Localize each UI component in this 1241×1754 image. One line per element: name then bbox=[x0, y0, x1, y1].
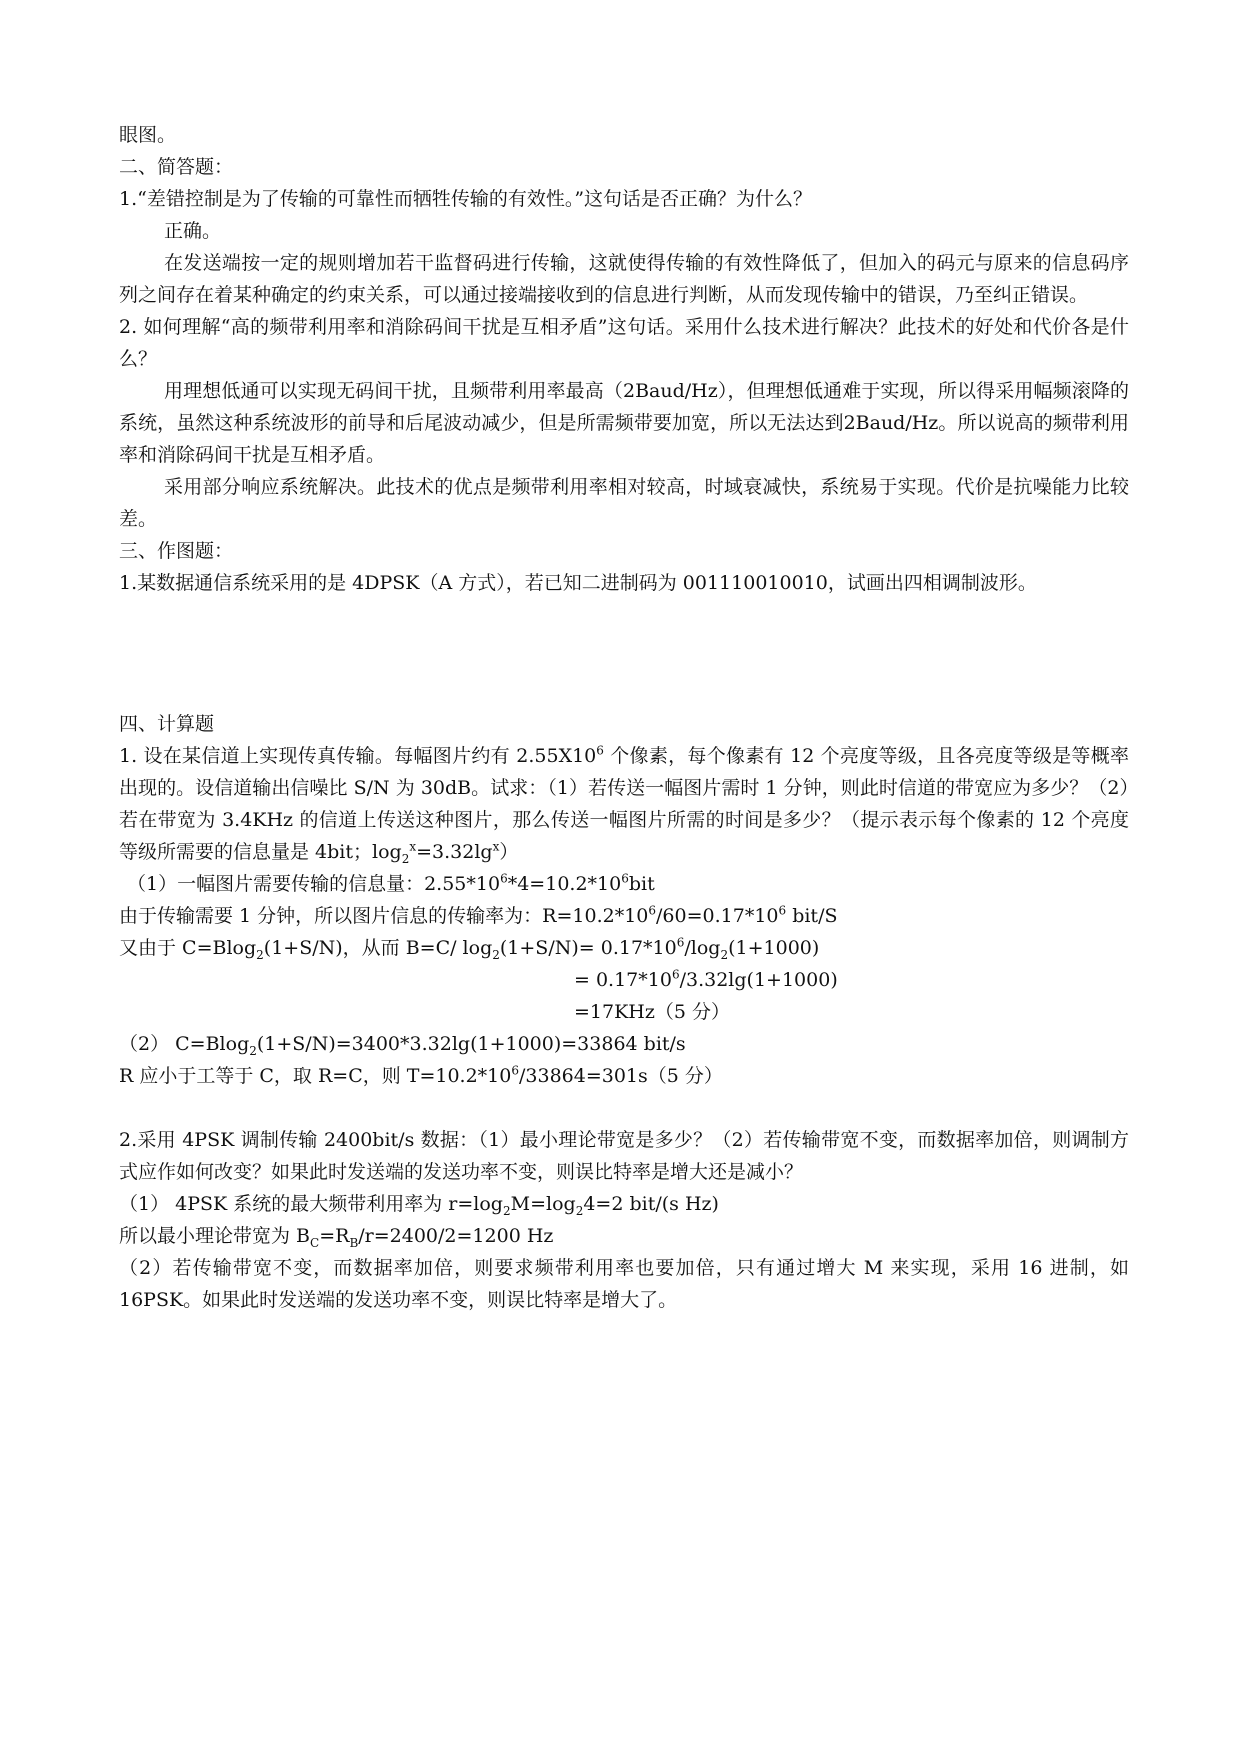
section4-heading: 四、计算题 bbox=[119, 713, 215, 735]
question-1-answer-short: 正确。 bbox=[164, 220, 222, 242]
intro-line: 眼图。 bbox=[119, 124, 177, 146]
calc-1-step-3: 又由于 C=Blog$_2$(1+S/N)，从而 B=C/ $\log_2(1+S/N)= 0.17*10^6/\log_2(1+1000)$ bbox=[119, 935, 820, 962]
drawing-space bbox=[119, 599, 1129, 708]
question-1-answer-long: 在发送端按一定的规则增加若干监督码进行传输，这就使得传输的有效性降低了，但加入的码元与原来的信息码序列之间存在着某种确定的约束关系，可以通过接端接收到的信息进行判断，从而发现传输中的错误，乃至纠正错误。 bbox=[119, 252, 1129, 306]
blank-line bbox=[119, 1092, 1129, 1124]
question-2-answer-para2: 采用部分响应系统解决。此技术的优点是频带利用率相对较高，时域衰减快，系统易于实现。代价是抗噪能力比较差。 bbox=[119, 476, 1129, 530]
calc-2-step-2: 所以最小理论带宽为 $B_C=R_B/r=2400/2=1200$ Hz bbox=[119, 1225, 554, 1250]
calc-1-step-1: （1）一幅图片需要传输的信息量：$2.55*10^6*4=10.2*10^6bit$ bbox=[127, 871, 655, 895]
drawing-question-1: 1.某数据通信系统采用的是 4DPSK（A 方式），若已知二进制码为 001110010010，试画出四相调制波形。 bbox=[119, 572, 1037, 594]
section2-heading: 二、简答题： bbox=[119, 156, 234, 178]
question-2-answer-para1: 用理想低通可以实现无码间干扰，且频带利用率最高（2Baud/Hz），但理想低通难于实现，所以得采用幅频滚降的系统，虽然这种系统波形的前导和后尾波动减少，但是所需频带要加宽，所以无法达到2Baud/Hz。所以说高的频带利用率和消除码间干扰是互相矛盾。 bbox=[119, 380, 1129, 466]
calc-1-step-2: 由于传输需要 1 分钟，所以图片信息的传输率为：$R=10.2*10^6/60=0.17*10^6$ bit/S bbox=[119, 903, 838, 927]
calc-1-step-7: R 应小于工等于 C，取 R=C，则 $T=10.2*10^6/33864=301s(5$ 分） bbox=[119, 1063, 723, 1087]
calc-1-step-6: （2） C=Blog$_2$(1+S/N)=3400*3.32lg(1+1000)=33864 bit/s bbox=[119, 1033, 686, 1058]
calc-1-step-5: =17KHz（5 分） bbox=[574, 1001, 730, 1023]
question-2-prompt: 2. 如何理解“高的频带利用率和消除码间干扰是互相矛盾”这句话。采用什么技术进行解决？此技术的好处和代价各是什么？ bbox=[119, 316, 1129, 370]
calc-1-step-4: = $0.17*10^6/3.32\lg(1+1000)$ bbox=[574, 967, 838, 991]
calc-2-step-1: （1） 4PSK 系统的最大频带利用率为 $r=\log_2M=\log_24=2$ bit/(s Hz) bbox=[119, 1193, 719, 1218]
section3-heading: 三、作图题： bbox=[119, 540, 234, 562]
calc-question-2-prompt: 2.采用 4PSK 调制传输 2400bit/s 数据：（1）最小理论带宽是多少？（2）若传输带宽不变，而数据率加倍，则调制方式应作如何改变？如果此时发送端的发送功率不变，则误比特率是增大还是减小？ bbox=[119, 1129, 1129, 1183]
question-1-prompt: 1.“差错控制是为了传输的可靠性而牺牲传输的有效性。”这句话是否正确？为什么？ bbox=[119, 188, 813, 210]
document-page bbox=[119, 119, 1129, 1316]
calc-question-1-prompt: 1. 设在某信道上实现传真传输。每幅图片约有 $2.55X10^6$ 个像素，每个像素有 12 个亮度等级，且各亮度等级是等概率出现的。设信道输出信噪比 S/N 为 30dB。试求：（1）若传送一幅图片需时 1 分钟，则此时信道的带宽应为多少？（2）若在带宽为 3.4KHz 的信道上传送这种图片，那么传送一幅图片所需的时间是多少？（提示表示每个像素的 12 个亮度等级所需要的信息量是 4bit；$\log_2^x=3.32\lg^x$） bbox=[119, 743, 1129, 866]
calc-2-step-3: （2）若传输带宽不变，而数据率加倍，则要求频带利用率也要加倍，只有通过增大 M 来实现，采用 16 进制，如 16PSK。如果此时发送端的发送功率不变，则误比特率是增大了。 bbox=[119, 1257, 1129, 1311]
